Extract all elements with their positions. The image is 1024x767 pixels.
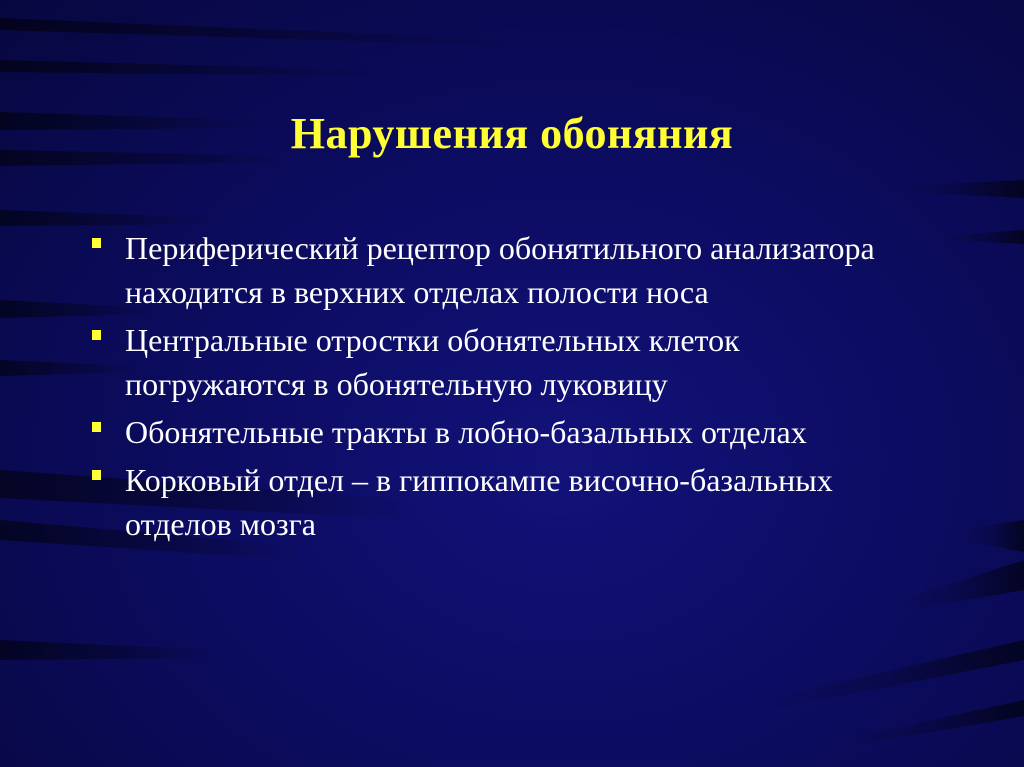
bullet-item [88,410,988,454]
square-bullet-icon [92,238,101,248]
bullet-text: Центральные отростки обонятельных клеток погружаются в обонятельную луковицу [125,322,740,402]
bullet-list [88,226,988,550]
square-bullet-icon [92,422,101,432]
bullet-item [88,458,988,546]
bullet-text: Периферический рецептор обонятильного анализатора находится в верхних отделах полости носа [125,230,875,310]
square-bullet-icon [92,470,101,480]
bullet-text: Обонятельные тракты в лобно-базальных отделах [125,414,807,450]
slide-title: Нарушения обоняния [290,109,734,158]
bullet-text: Корковый отдел – в гиппокампе височно-базальных отделов мозга [125,462,833,542]
square-bullet-icon [92,330,101,340]
bullet-item [88,318,988,406]
bullet-item [88,226,988,314]
